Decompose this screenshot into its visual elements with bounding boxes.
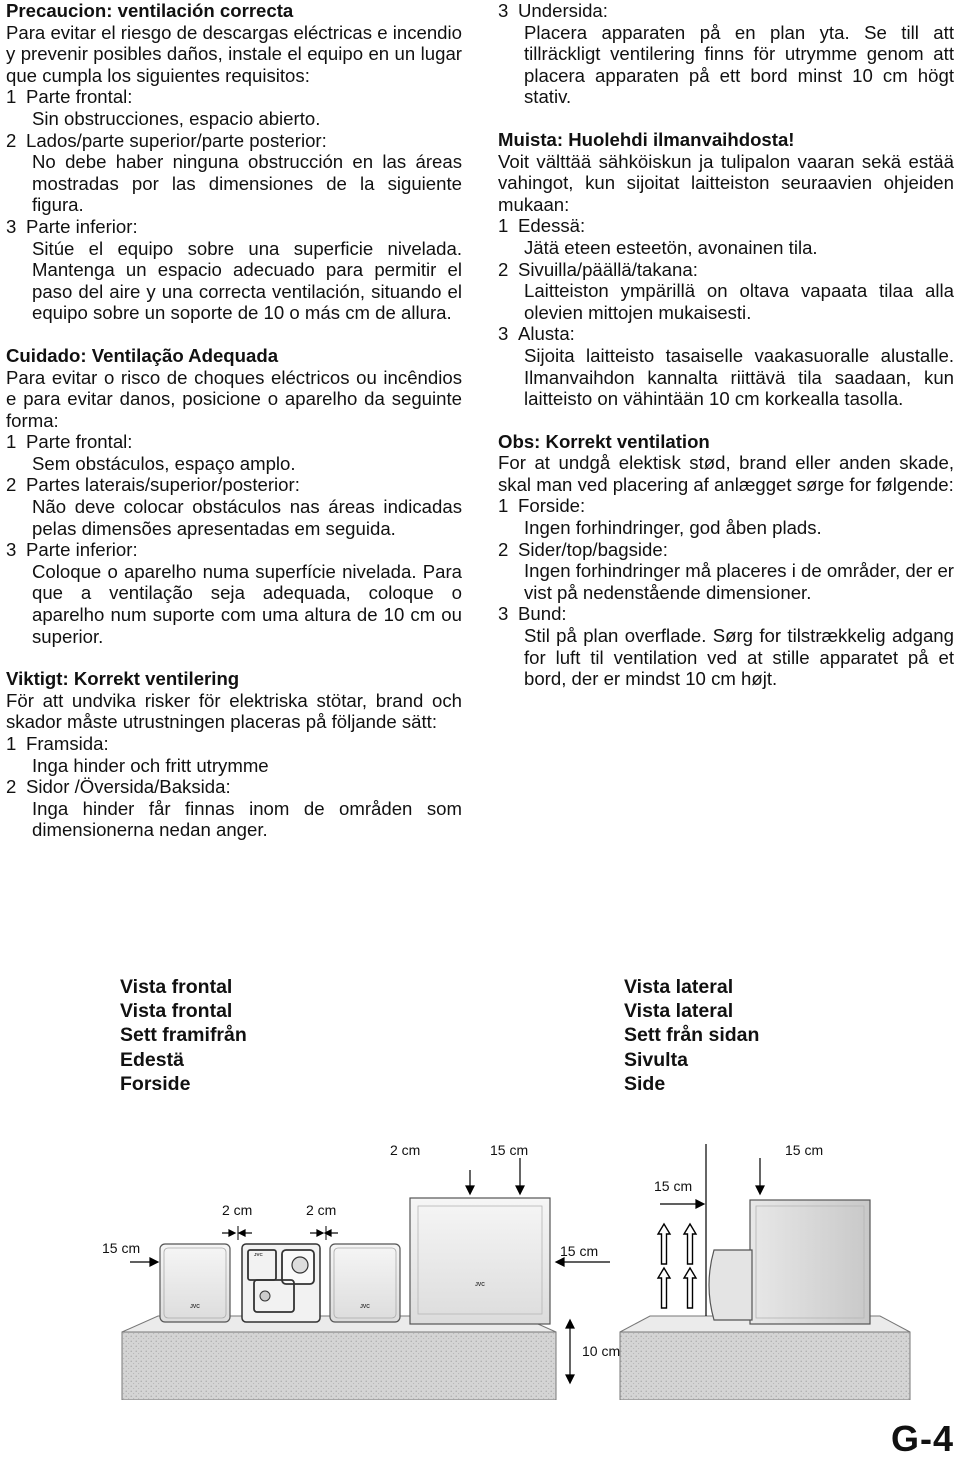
- list-item: [6, 216, 462, 238]
- subwoofer-front: [410, 1198, 550, 1324]
- item-number: 1: [498, 495, 509, 517]
- section-heading: Muista: Huolehdi ilmanvaihdosta!: [498, 128, 795, 150]
- speaker-right-front: [330, 1244, 400, 1322]
- section-heading: Viktigt: Korrekt ventilering: [6, 668, 240, 690]
- list-item: [498, 495, 954, 517]
- list-item: [498, 603, 954, 625]
- dimension-label: 15 cm: [490, 1142, 529, 1158]
- dimension-label: 15 cm: [102, 1240, 141, 1256]
- dimension-label: 15 cm: [654, 1178, 693, 1194]
- item-text: Ingen forhindringer må placeres i de områder, der er vist på nedenstående dimensioner.: [524, 560, 954, 603]
- item-text: Ingen forhindringer, god åben plads.: [524, 517, 822, 539]
- list-item: [498, 0, 954, 22]
- svg-text:JVC: JVC: [254, 1252, 263, 1257]
- list-item: [6, 776, 462, 798]
- front-view-label: Vista frontal: [120, 1000, 233, 1023]
- speaker-left-front: [160, 1244, 230, 1322]
- section: [6, 0, 462, 324]
- item-text: Sem obstáculos, espaço amplo.: [32, 452, 296, 474]
- list-item: [6, 431, 462, 453]
- item-text: Inga hinder får finnas inom de områden som dimensionerna nedan anger.: [32, 797, 462, 841]
- right-column: [498, 0, 954, 690]
- item-title: Alusta:: [518, 323, 575, 345]
- item-number: 3: [498, 0, 509, 21]
- section-heading: Precaucion: ventilación correcta: [6, 0, 294, 21]
- side-view-labels: [624, 975, 759, 1096]
- item-number: 1: [498, 215, 509, 237]
- item-number: 2: [6, 129, 17, 151]
- item-number: 3: [498, 323, 509, 345]
- item-number: 3: [6, 539, 17, 561]
- item-number: 1: [6, 733, 17, 754]
- side-view-label: Vista lateral: [624, 976, 734, 998]
- item-text: Stil på plan overflade. Sørg for tilstrækkelig adgang for luft til ventilation ved at stille apparatet på et bord, der er mindst 10 cm højt.: [524, 625, 954, 690]
- item-text: Inga hinder och fritt utrymme: [32, 754, 269, 776]
- item-title: Framsida:: [26, 733, 109, 754]
- section-intro: Voit välttää sähköiskun ja tulipalon vaaran sekä estää vahingot, kun sijoitat laitteiston seuraavien ohjeiden mukaan:: [498, 150, 954, 215]
- item-text: Sin obstrucciones, espacio abierto.: [32, 107, 321, 129]
- section-heading: Obs: Korrekt ventilation: [498, 430, 710, 452]
- list-item: [498, 539, 954, 561]
- section: [6, 345, 462, 647]
- brand-logo: JVC: [190, 1304, 200, 1310]
- section-intro: Para evitar o risco de choques eléctricos ou incêndios e para evitar danos, posicione o aparelho da seguinte forma:: [6, 366, 462, 431]
- list-item: [6, 130, 462, 152]
- item-title: Parte inferior:: [26, 215, 138, 237]
- speaker-side: [709, 1250, 752, 1320]
- item-number: 3: [6, 215, 17, 237]
- front-view-label: Vista frontal: [120, 976, 233, 998]
- item-number: 2: [6, 776, 17, 798]
- list-item: [6, 86, 462, 108]
- dimension-label: 2 cm: [306, 1202, 337, 1218]
- item-title: Undersida:: [518, 0, 608, 21]
- dimension-label: 10 cm: [582, 1343, 621, 1359]
- list-item: [6, 539, 462, 561]
- dimension-label: 2 cm: [222, 1202, 253, 1218]
- front-view-labels: [120, 975, 247, 1096]
- stand-side: [620, 1316, 910, 1400]
- item-text: Placera apparaten på en plan yta. Se till att tillräckligt ventilering finns för utrymme genom att placera apparaten på ett bord minst 10 cm högt stativ.: [524, 21, 954, 108]
- section-intro: För att undvika risker för elektriska stötar, brand och skador måste utrustningen placeras på följande sätt:: [6, 689, 462, 733]
- item-title: Sider/top/bagside:: [518, 538, 668, 560]
- list-item: [498, 323, 954, 345]
- svg-text:JVC: JVC: [475, 1282, 485, 1288]
- stand-front: [122, 1316, 556, 1400]
- side-view-label: Side: [624, 1072, 666, 1095]
- item-title: Parte frontal:: [26, 431, 133, 453]
- left-column: [6, 0, 462, 841]
- dimension-label: 2 cm: [390, 1142, 421, 1158]
- item-text: No debe haber ninguna obstrucción en las áreas mostradas por las dimensiones de la siguiente figura.: [32, 151, 462, 216]
- list-item: [6, 474, 462, 496]
- side-view-label: Vista lateral: [624, 1000, 734, 1023]
- item-text: Não deve colocar obstáculos nas áreas indicadas pelas dimensões apresentadas em seguida.: [32, 496, 462, 539]
- item-title: Lados/parte superior/parte posterior:: [26, 129, 327, 151]
- item-text: Sijoita laitteisto tasaiselle vaakasuoralle alustalle. Ilmanvaihdon kannalta riittävä tila saadaan, kun laitteisto on vähintään 10 cm korkealla tasolla.: [524, 344, 954, 410]
- list-item: [498, 259, 954, 281]
- section-intro: Para evitar el riesgo de descargas eléctricas e incendio y prevenir posibles daños, instale el equipo en un lugar que cumpla los siguientes requisitos:: [6, 21, 462, 86]
- section: [6, 668, 462, 841]
- subwoofer-side: [750, 1200, 870, 1324]
- list-item: [498, 215, 954, 237]
- item-number: 2: [6, 474, 17, 496]
- item-title: Forside:: [518, 495, 586, 517]
- section: [498, 0, 954, 108]
- item-number: 3: [498, 603, 509, 625]
- front-view-label: Forside: [120, 1072, 191, 1095]
- item-text: Coloque o aparelho numa superfície nivelada. Para que a ventilação seja adequada, coloque o aparelho num suporte com uma altura de 10 cm ou superior.: [32, 560, 462, 647]
- item-number: 1: [6, 86, 17, 108]
- front-view-label: Sett framifrån: [120, 1024, 247, 1047]
- list-item: [6, 733, 462, 755]
- center-unit-front: [242, 1244, 320, 1322]
- section-heading: Cuidado: Ventilação Adequada: [6, 344, 279, 366]
- item-number: 2: [498, 538, 509, 560]
- item-title: Partes laterais/superior/posterior:: [26, 474, 300, 496]
- section: [498, 129, 954, 410]
- item-text: Laitteiston ympärillä on oltava vapaata tilaa alla olevien mittojen mukaisesti.: [524, 280, 954, 323]
- item-text: Sitúe el equipo sobre una superficie nivelada. Mantenga un espacio adecuado para permitir el paso del aire y una correcta ventilación, situando el equipo sobre un soporte de 10 o más cm de allura.: [32, 237, 462, 324]
- item-number: 1: [6, 431, 17, 453]
- item-text: Jätä eteen esteetön, avonainen tila.: [524, 236, 818, 258]
- item-title: Bund:: [518, 603, 567, 625]
- side-view-label: Sett från sidan: [624, 1024, 760, 1047]
- item-number: 2: [498, 258, 509, 280]
- dimension-label: 15 cm: [560, 1243, 599, 1259]
- item-title: Sivuilla/päällä/takana:: [518, 258, 698, 280]
- section-intro: For at undgå elektisk stød, brand eller anden skade, skal man ved placering af anlægget sørge for følgende:: [498, 452, 954, 495]
- item-title: Parte frontal:: [26, 86, 133, 108]
- item-title: Edessä:: [518, 215, 586, 237]
- airflow-arrows: [658, 1224, 696, 1308]
- side-view-label: Sivulta: [624, 1048, 688, 1071]
- page-number: G-4: [890, 1418, 954, 1459]
- dimension-label: 15 cm: [785, 1142, 824, 1158]
- front-view-label: Edestä: [120, 1048, 184, 1071]
- item-title: Sidor /Översida/Baksida:: [26, 776, 231, 798]
- svg-text:JVC: JVC: [360, 1304, 370, 1310]
- ventilation-clearance-figure: [0, 1130, 960, 1400]
- item-title: Parte inferior:: [26, 539, 138, 561]
- section: [498, 431, 954, 690]
